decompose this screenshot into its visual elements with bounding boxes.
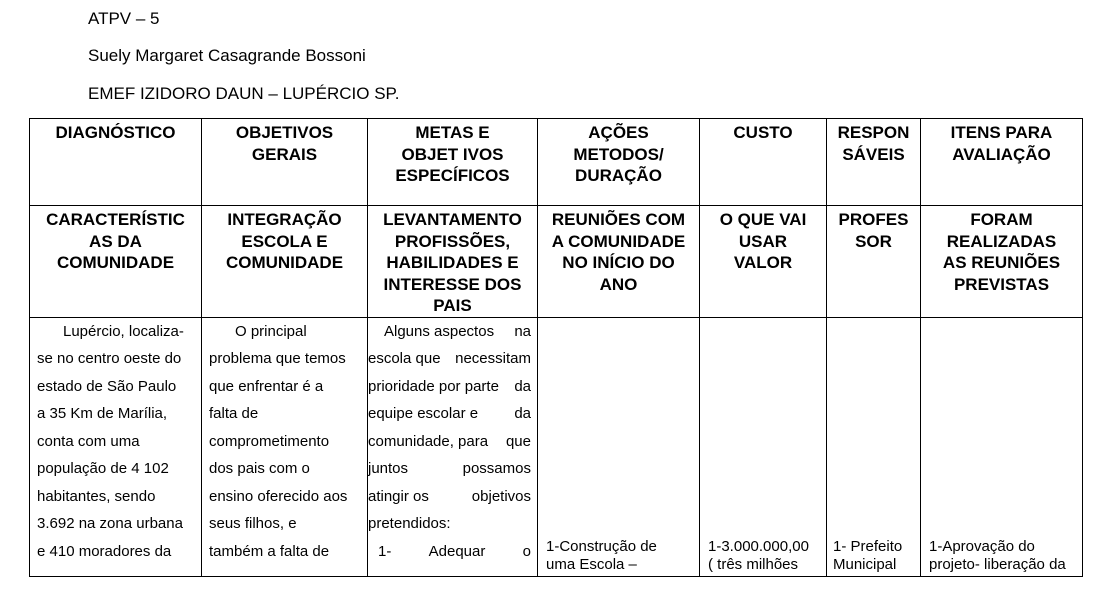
text-line <box>368 483 531 511</box>
word: escola que <box>368 350 441 367</box>
diagnostico-text <box>30 317 202 576</box>
topic-cell <box>827 206 921 318</box>
text-line: comprometimento <box>209 432 330 450</box>
text-line <box>368 345 531 373</box>
topic-line: INTEGRAÇÃO <box>227 210 342 229</box>
topic-line: INTERESSE DOS <box>383 274 522 294</box>
text-line: também a falta de <box>209 542 330 560</box>
author-name: Suely Margaret Casagrande Bossoni <box>88 46 366 65</box>
header-cell-responsaveis <box>827 119 921 206</box>
topic-line: PAIS <box>433 296 472 315</box>
header-cell-diagnostico <box>30 119 202 206</box>
text-line: Municipal <box>833 555 897 573</box>
word: equipe escolar e <box>368 405 479 422</box>
text-line: 1-3.000.000,00 <box>708 537 809 555</box>
text-line <box>368 538 531 566</box>
text-line: ( três milhões <box>708 555 799 573</box>
objetivos-text <box>202 317 368 576</box>
header-line: DIAGNÓSTICO <box>55 123 176 142</box>
topic-line: SOR <box>855 231 892 251</box>
text-line: pretendidos: <box>368 515 451 532</box>
action-plan-table <box>29 118 1083 577</box>
topic-line: COMUNIDADE <box>56 253 175 272</box>
topic-line: VALOR <box>733 253 793 272</box>
text-line: se no centro oeste do <box>37 350 182 367</box>
header-cell-avaliacao <box>921 119 1083 206</box>
text-line: habitantes, sendo <box>37 487 156 505</box>
word: prioridade por parte <box>368 377 499 395</box>
text-line: conta com uma <box>37 432 140 450</box>
topic-line: CARACTERÍSTIC <box>46 210 185 229</box>
topic-line: PROFISSÕES, <box>394 231 511 251</box>
text-line: falta de <box>209 405 259 422</box>
text-line <box>368 318 531 346</box>
topic-line: HABILIDADES E <box>386 253 519 272</box>
avaliacao-text <box>921 317 1083 576</box>
text-line: projeto- liberação da <box>929 555 1066 573</box>
header-line: RESPON <box>837 123 910 142</box>
word: possamos <box>462 460 531 477</box>
text-line: ensino oferecido aos <box>209 487 348 505</box>
header-line: ITENS PARA <box>950 123 1053 142</box>
topic-line: O QUE VAI <box>719 210 807 229</box>
text-line: 1-Construção de <box>546 537 657 555</box>
topic-cell <box>700 206 827 318</box>
metas-text <box>368 317 538 576</box>
text-line: a 35 Km de Marília, <box>37 405 168 422</box>
topic-line: AS REUNIÕES <box>942 253 1061 272</box>
word: necessitam <box>455 350 531 367</box>
text-line <box>368 400 531 428</box>
responsaveis-text <box>827 317 921 576</box>
word: comunidade, para <box>368 432 489 450</box>
header-line: GERAIS <box>251 144 318 164</box>
word: Alguns aspectos <box>384 322 495 340</box>
word: o <box>522 542 531 560</box>
header-cell-acoes <box>538 119 700 206</box>
topic-line: ANO <box>599 274 638 294</box>
text-line <box>368 428 531 456</box>
header-line: METODOS/ <box>573 144 664 164</box>
header-line: CUSTO <box>733 123 793 142</box>
text-line <box>368 373 531 401</box>
word: da <box>514 377 531 395</box>
header-cell-metas <box>368 119 538 206</box>
header-line: ESPECÍFICOS <box>395 166 510 185</box>
custo-text <box>700 317 827 576</box>
word: 1- <box>378 542 392 560</box>
text-line: 1- Prefeito <box>833 537 903 555</box>
word: atingir os <box>368 487 429 505</box>
word: que <box>505 432 531 450</box>
word: juntos <box>368 460 409 477</box>
school-name: EMEF IZIDORO DAUN – LUPÉRCIO SP. <box>88 84 400 103</box>
word: objetivos <box>471 487 531 505</box>
header-line: DURAÇÃO <box>575 166 662 185</box>
topic-row <box>30 206 1083 318</box>
text-line <box>368 455 531 483</box>
topic-cell <box>202 206 368 318</box>
text-line: 3.692 na zona urbana <box>37 515 183 532</box>
header-line: AVALIAÇÃO <box>952 144 1051 164</box>
text-line: O principal <box>235 322 307 340</box>
topic-line: REUNIÕES COM <box>551 210 686 229</box>
header-cell-objetivos <box>202 119 368 206</box>
topic-line: ESCOLA E <box>241 231 328 251</box>
topic-line: REALIZADAS <box>946 231 1057 251</box>
content-row <box>30 317 1083 576</box>
topic-line: A COMUNIDADE <box>551 231 686 251</box>
header-row <box>30 119 1083 206</box>
topic-line: PROFES <box>838 210 909 229</box>
topic-cell <box>368 206 538 318</box>
topic-line: COMUNIDADE <box>225 253 344 272</box>
text-line: 1-Aprovação do <box>929 537 1035 555</box>
text-line: que enfrentar é a <box>209 377 324 395</box>
word: na <box>514 322 531 340</box>
topic-line: FORAM <box>970 210 1033 229</box>
topic-line: NO INÍCIO DO <box>562 253 675 272</box>
topic-cell <box>538 206 700 318</box>
text-line: dos pais com o <box>209 460 310 477</box>
topic-cell <box>921 206 1083 318</box>
word: da <box>514 405 531 422</box>
header-line: SÁVEIS <box>842 144 905 164</box>
header-line: METAS E <box>415 123 490 142</box>
header-line: AÇÕES <box>588 123 649 142</box>
topic-line: PREVISTAS <box>953 274 1050 294</box>
header-cell-custo <box>700 119 827 206</box>
header-line: OBJETIVOS <box>235 123 334 142</box>
text-line: e 410 moradores da <box>37 542 172 560</box>
text-line: uma Escola – <box>546 555 637 573</box>
acoes-text <box>538 317 700 576</box>
topic-line: USAR <box>738 231 788 251</box>
text-line: Lupércio, localiza- <box>63 322 184 340</box>
text-line: população de 4 102 <box>37 460 169 477</box>
doc-title: ATPV – 5 <box>88 9 160 28</box>
text-line: problema que temos <box>209 350 346 367</box>
topic-line: AS DA <box>89 231 142 251</box>
word: Adequar <box>428 542 486 560</box>
topic-cell <box>30 206 202 318</box>
header-line: OBJET IVOS <box>401 144 504 164</box>
text-line: seus filhos, e <box>209 515 297 532</box>
topic-line: LEVANTAMENTO <box>383 210 522 229</box>
text-line: estado de São Paulo <box>37 377 177 395</box>
